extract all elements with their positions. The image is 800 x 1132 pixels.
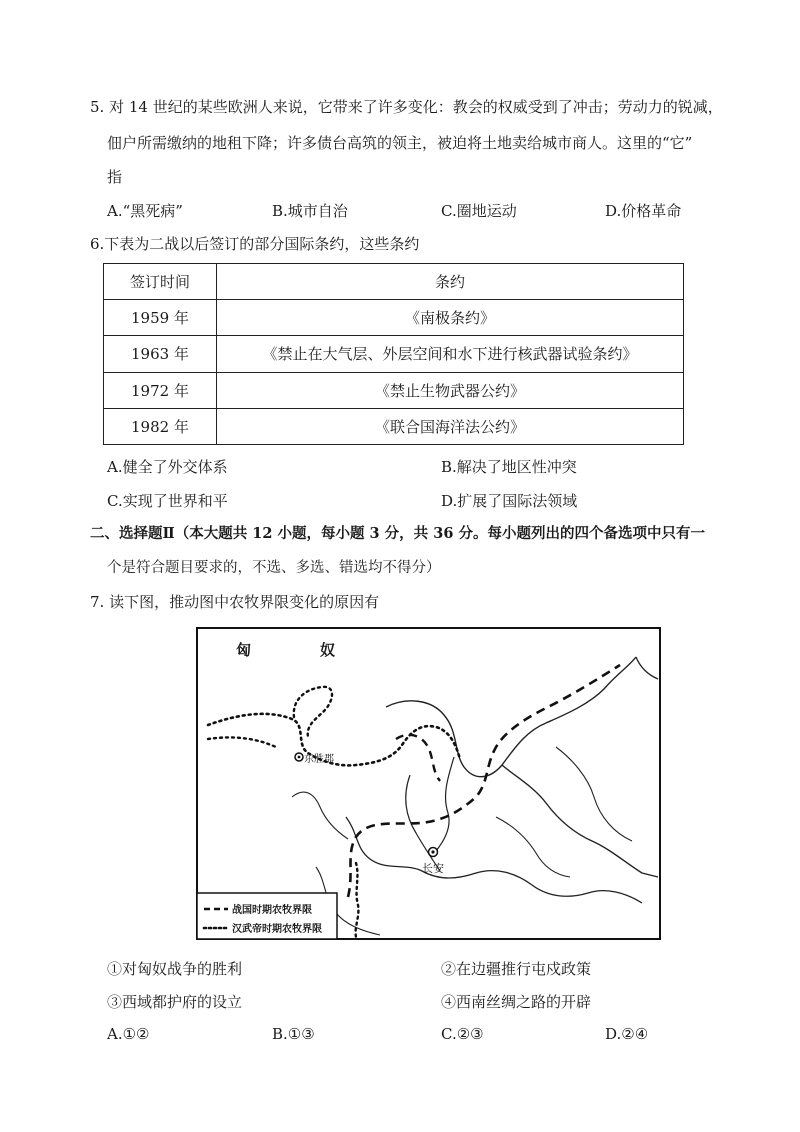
q7-statement-3: ③西域都护府的设立 bbox=[107, 993, 243, 1011]
legend-han-wudi: 汉武帝时期农牧界限 bbox=[232, 924, 322, 935]
table-cell-treaty: 《联合国海洋法公约》 bbox=[217, 408, 684, 444]
q5-option-a: A.“黑死病” bbox=[107, 202, 183, 220]
q6-stem: 6.下表为二战以后签订的部分国际条约，这些条约 bbox=[90, 235, 420, 253]
table-cell-treaty: 《南极条约》 bbox=[217, 300, 684, 336]
map-label-xiongnu-1: 匈 bbox=[236, 641, 252, 659]
table-header-time: 签订时间 bbox=[104, 264, 217, 300]
q6-option-c: C.实现了世界和平 bbox=[107, 492, 228, 510]
table-row bbox=[104, 408, 684, 444]
table-header-treaty: 条约 bbox=[217, 264, 684, 300]
section2-heading-line2: 个是符合题目要求的，不选、多选、错选均不得分） bbox=[107, 560, 441, 576]
table-row bbox=[104, 372, 684, 408]
table-cell-year: 1972 年 bbox=[104, 372, 217, 408]
q6-option-a: A.健全了外交体系 bbox=[107, 458, 228, 476]
table-row bbox=[104, 300, 684, 336]
q5-option-d: D.价格革命 bbox=[605, 202, 682, 220]
q5-stem-line2: 佃户所需缴纳的地租下降；许多债台高筑的领主，被迫将土地卖给城市商人。这里的“它” bbox=[107, 134, 693, 152]
q7-option-d: D.②④ bbox=[605, 1025, 649, 1043]
q5-stem-line3: 指 bbox=[107, 168, 123, 186]
table-header-row bbox=[104, 264, 684, 300]
q7-statement-1: ①对匈奴战争的胜利 bbox=[107, 960, 243, 978]
table-cell-treaty: 《禁止在大气层、外层空间和水下进行核武器试验条约》 bbox=[217, 336, 684, 372]
q6-option-d: D.扩展了国际法领域 bbox=[441, 492, 578, 510]
han-farming-pastoral-boundary-map bbox=[196, 627, 661, 940]
q7-option-a: A.①② bbox=[107, 1025, 150, 1043]
table-cell-year: 1963 年 bbox=[104, 336, 217, 372]
section2-heading-line1: 二、选择题Ⅱ（本大题共 12 小题，每小题 3 分，共 36 分。每小题列出的四个备选项中只有一 bbox=[90, 525, 705, 542]
q7-option-c: C.②③ bbox=[441, 1025, 484, 1043]
map-label-xiongnu-2: 奴 bbox=[320, 641, 336, 659]
q7-option-b: B.①③ bbox=[272, 1025, 315, 1043]
table-cell-treaty: 《禁止生物武器公约》 bbox=[217, 372, 684, 408]
table-row bbox=[104, 336, 684, 372]
map-label-dongsheng: 东胜郡 bbox=[304, 754, 334, 765]
q7-statement-2: ②在边疆推行屯戍政策 bbox=[441, 960, 592, 978]
q6-option-b: B.解决了地区性冲突 bbox=[441, 458, 577, 476]
table-cell-year: 1982 年 bbox=[104, 408, 217, 444]
q5-option-c: C.圈地运动 bbox=[441, 202, 517, 220]
table-cell-year: 1959 年 bbox=[104, 300, 217, 336]
q7-statement-4: ④西南丝绸之路的开辟 bbox=[441, 993, 592, 1011]
q7-stem: 7. 读下图，推动图中农牧界限变化的原因有 bbox=[90, 593, 380, 611]
q5-option-b: B.城市自治 bbox=[272, 202, 348, 220]
treaty-table bbox=[103, 263, 684, 445]
legend-warring-states: 战国时期农牧界限 bbox=[232, 905, 312, 916]
q5-stem-line1: 5. 对 14 世纪的某些欧洲人来说，它带来了许多变化：教会的权威受到了冲击；劳动力的锐减， bbox=[90, 98, 723, 116]
map-label-changan: 长安 bbox=[422, 862, 444, 875]
